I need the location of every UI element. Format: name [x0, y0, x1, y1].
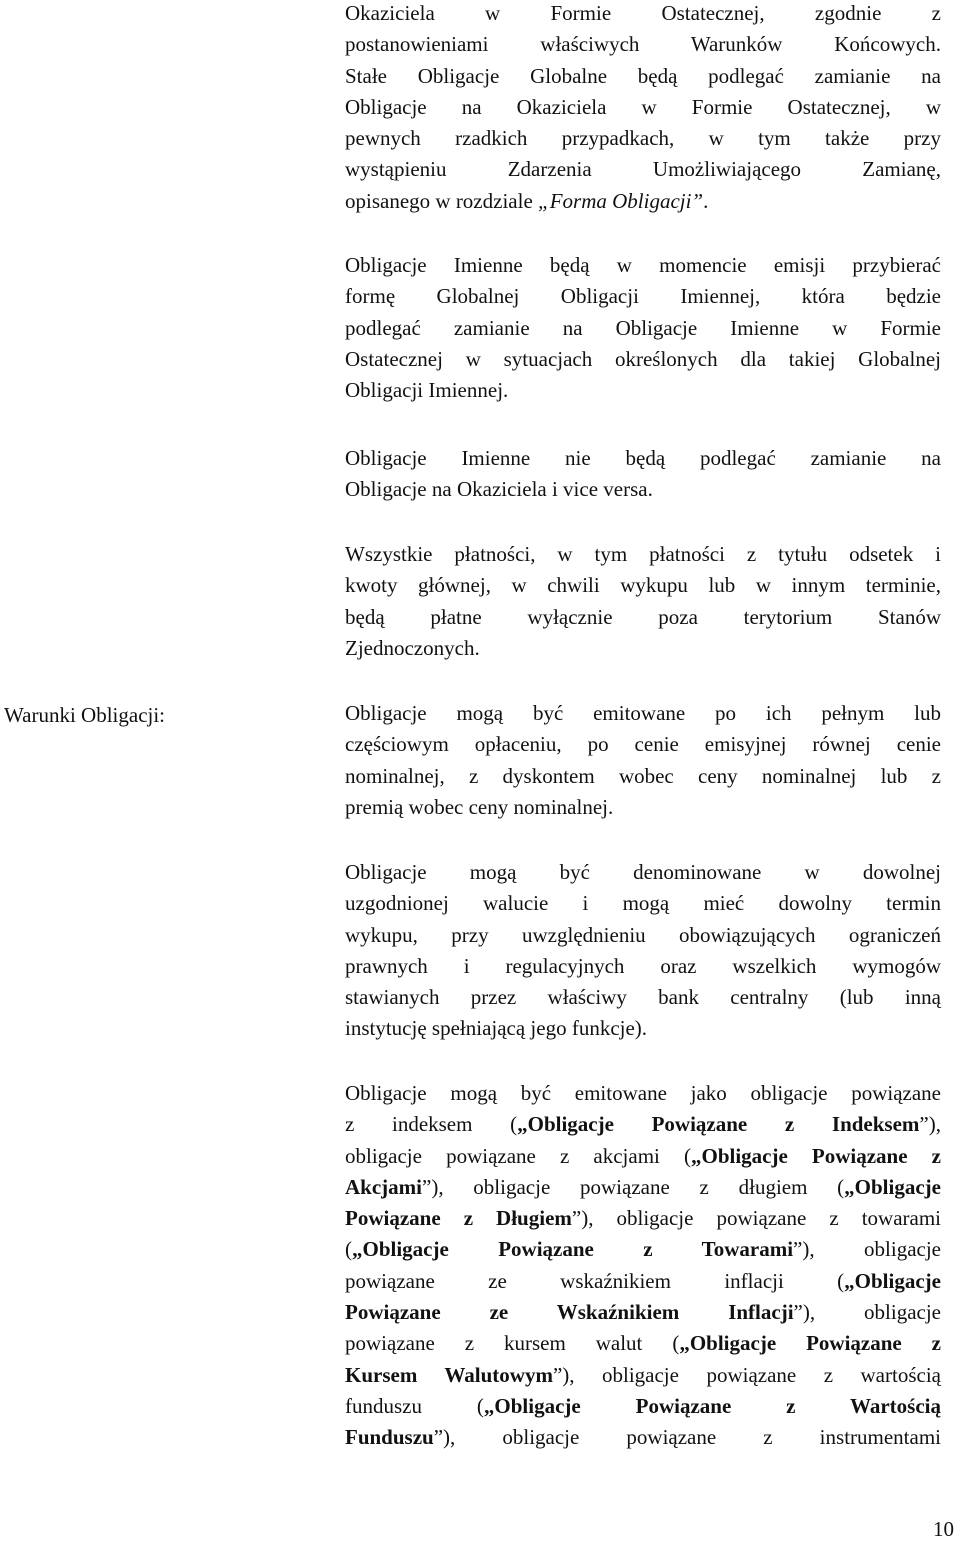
- text-line: [345, 1234, 941, 1265]
- text-line: Wszystkie płatności, w tym płatności z tytułu odsetek i: [345, 542, 941, 566]
- text-line: premią wobec ceny nominalnej.: [345, 794, 614, 819]
- text-line: Obligacji Imiennej.: [345, 378, 509, 403]
- text-line: kwoty głównej, w chwili wykupu lub w innym terminie,: [345, 573, 941, 598]
- text-run: ”), obligacje powiązane z długiem (: [422, 1174, 845, 1199]
- defined-term: „Obligacje Powiązane z Wartością: [483, 1393, 941, 1418]
- text-line: Obligacje mogą być emitowane po ich pełnym lub: [345, 701, 941, 725]
- text-line: prawnych i regulacyjnych oraz wszelkich wymogów: [345, 953, 941, 978]
- defined-term: „Obligacje Powiązane z: [679, 1331, 941, 1356]
- paragraph-no-exchange: [345, 443, 941, 506]
- text-run: ”), obligacje: [793, 1300, 941, 1325]
- text-line: Obligacje na Okaziciela i vice versa.: [345, 477, 653, 502]
- defined-term: „Obligacje Powiązane z Towarami: [352, 1237, 794, 1262]
- text-line: Obligacje Imienne będą w momencie emisji przybierać: [345, 253, 941, 277]
- text-run: ”), obligacje: [793, 1237, 941, 1262]
- page-number: 10: [933, 1517, 954, 1541]
- text-run: ”), obligacje powiązane z instrumentami: [433, 1425, 941, 1450]
- defined-term: Powiązane ze Wskaźnikiem Inflacji: [345, 1300, 794, 1325]
- text-line: uzgodnionej walucie i mogą mieć dowolny termin: [345, 891, 941, 916]
- paragraph-global-bonds: [345, 0, 941, 217]
- text-run: ”), obligacje powiązane z wartością: [552, 1362, 941, 1387]
- text-line: [345, 1203, 941, 1234]
- text-line: [345, 1360, 941, 1391]
- section-label: Warunki Obligacji:: [4, 703, 166, 727]
- defined-term: „Obligacje: [844, 1268, 941, 1293]
- text-line: [345, 1266, 941, 1297]
- text-line: postanowieniami właściwych Warunków Końcowych.: [345, 32, 941, 57]
- text-line: [345, 1109, 941, 1140]
- text-run: obligacje powiązane z akcjami (: [345, 1143, 691, 1168]
- text-line: Okaziciela w Formie Ostatecznej, zgodnie z: [345, 1, 941, 25]
- text-line: [345, 1391, 941, 1422]
- text-line: stawianych przez właściwy bank centralny (lub inną: [345, 985, 941, 1010]
- text-line: Stałe Obligacje Globalne będą podlegać zamianie na: [345, 63, 941, 88]
- text-line: nominalnej, z dyskontem wobec ceny nominalnej lub z: [345, 763, 941, 788]
- text-line: [345, 1422, 941, 1453]
- text-run: powiązane z kursem walut (: [345, 1331, 680, 1356]
- text-line: Obligacje Imienne nie będą podlegać zamianie na: [345, 446, 941, 470]
- text-line: Obligacje na Okaziciela w Formie Ostatecznej, w: [345, 94, 941, 119]
- text-line: instytucję spełniającą jego funkcje).: [345, 1016, 648, 1041]
- text-line: [345, 1172, 941, 1203]
- defined-term: „Obligacje: [844, 1174, 941, 1199]
- text-line: Ostatecznej w sytuacjach określonych dla takiej Globalnej: [345, 346, 941, 371]
- defined-term: Kursem Walutowym: [345, 1362, 553, 1387]
- text-run: (: [345, 1237, 352, 1262]
- defined-term: „Obligacje Powiązane z Indeksem: [517, 1112, 920, 1137]
- text-run: z indeksem (: [345, 1112, 518, 1137]
- text-line: [345, 1328, 941, 1359]
- text-line: [345, 1297, 941, 1328]
- text-line: [345, 1141, 941, 1172]
- paragraph-registered-bonds: [345, 250, 941, 406]
- text-line: będą płatne wyłącznie poza terytorium Stanów: [345, 604, 941, 629]
- text-line: częściowym opłaceniu, po cenie emisyjnej równej cenie: [345, 732, 941, 757]
- text-line: wystąpieniu Zdarzenia Umożliwiającego Zamianę,: [345, 157, 941, 182]
- text-line: [345, 186, 941, 217]
- text-line: podlegać zamianie na Obligacje Imienne w Formie: [345, 315, 941, 340]
- paragraph-linked-bonds: [345, 1078, 941, 1454]
- paragraph-payments: [345, 539, 941, 664]
- paragraph-issue-price: [345, 698, 941, 823]
- text-line: pewnych rzadkich przypadkach, w tym także przy: [345, 126, 941, 151]
- text-run: powiązane ze wskaźnikiem inflacji (: [345, 1268, 845, 1293]
- text-line: Obligacje mogą być emitowane jako obligacje powiązane: [345, 1081, 941, 1105]
- text-run: funduszu (: [345, 1393, 484, 1418]
- italic-reference: „Forma Obligacji”: [538, 188, 704, 213]
- defined-term: „Obligacje Powiązane z: [690, 1143, 941, 1168]
- text-run: opisanego w rozdziale: [345, 188, 539, 213]
- defined-term: Powiązane z Długiem: [345, 1206, 572, 1231]
- text-line: Zjednoczonych.: [345, 635, 480, 660]
- text-run: ”),: [919, 1112, 941, 1137]
- paragraph-denomination: [345, 857, 941, 1045]
- defined-term: Funduszu: [345, 1425, 434, 1450]
- text-line: wykupu, przy uwzględnieniu obowiązujących ograniczeń: [345, 922, 941, 947]
- defined-term: Akcjami: [345, 1174, 422, 1199]
- text-run: .: [703, 188, 709, 213]
- text-run: ”), obligacje powiązane z towarami: [571, 1206, 942, 1231]
- text-line: Obligacje mogą być denominowane w dowolnej: [345, 860, 941, 884]
- text-line: formę Globalnej Obligacji Imiennej, która będzie: [345, 284, 941, 309]
